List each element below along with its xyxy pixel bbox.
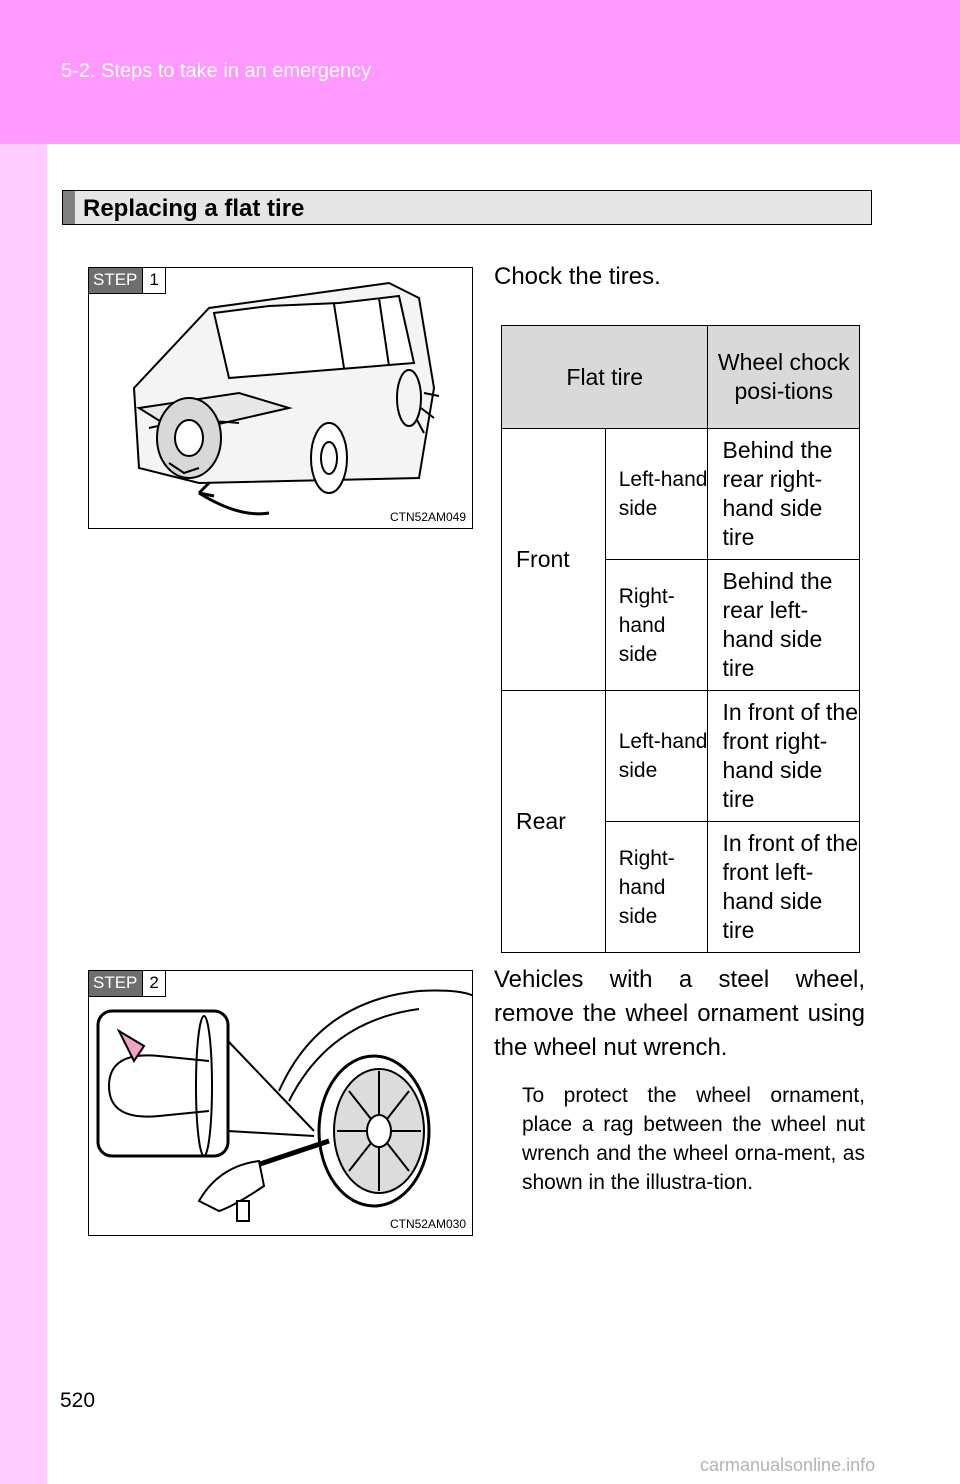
table-row xyxy=(502,429,860,560)
step2-instruction: Vehicles with a steel wheel, remove the wheel ornament using the wheel nut wrench. xyxy=(494,966,865,1061)
figure-code: CTN52AM030 xyxy=(389,1217,466,1231)
step-number: 1 xyxy=(142,268,164,293)
side-cell: Left-hand side xyxy=(605,429,708,560)
chock-cell: Behind the rear left-hand side tire xyxy=(708,560,860,691)
step2-badge xyxy=(89,971,166,997)
step2-figure xyxy=(88,970,473,1236)
wheel-chock-table xyxy=(501,325,860,953)
section-title-bar xyxy=(62,190,872,225)
margin-strip xyxy=(0,144,47,1484)
wheel-ornament-illustration xyxy=(89,971,473,1236)
section-title: Replacing a flat tire xyxy=(83,195,305,222)
step1-badge xyxy=(89,268,166,294)
section-label: 5-2. Steps to take in an emergency xyxy=(61,60,372,82)
chock-cell: Behind the rear right-hand side tire xyxy=(708,429,860,560)
position-cell: Rear xyxy=(502,691,606,953)
table-header-chock-positions: Wheel chock posi-tions xyxy=(708,326,860,429)
table-row xyxy=(502,691,860,822)
page-number: 520 xyxy=(60,1389,96,1412)
minivan-illustration xyxy=(89,268,473,529)
step1-instruction: Chock the tires. xyxy=(494,263,661,290)
watermark: carmanualsonline.info xyxy=(700,1455,876,1475)
step-number: 2 xyxy=(142,971,164,996)
chock-cell: In front of the front right-hand side tire xyxy=(708,691,860,822)
chock-cell: In front of the front left-hand side tire xyxy=(708,822,860,953)
figure-code: CTN52AM049 xyxy=(389,510,466,524)
side-cell: Right-hand side xyxy=(605,560,708,691)
table-header-flat-tire: Flat tire xyxy=(502,326,708,429)
step-label: STEP xyxy=(89,268,142,293)
step2-note: To protect the wheel ornament, place a rag between the wheel nut wrench and the wheel orna-ment, as shown in the illustra-tion. xyxy=(522,1084,865,1194)
step1-figure xyxy=(88,267,473,529)
position-cell: Front xyxy=(502,429,606,691)
step-label: STEP xyxy=(89,971,142,996)
side-cell: Left-hand side xyxy=(605,691,708,822)
side-cell: Right-hand side xyxy=(605,822,708,953)
title-accent xyxy=(63,191,75,224)
